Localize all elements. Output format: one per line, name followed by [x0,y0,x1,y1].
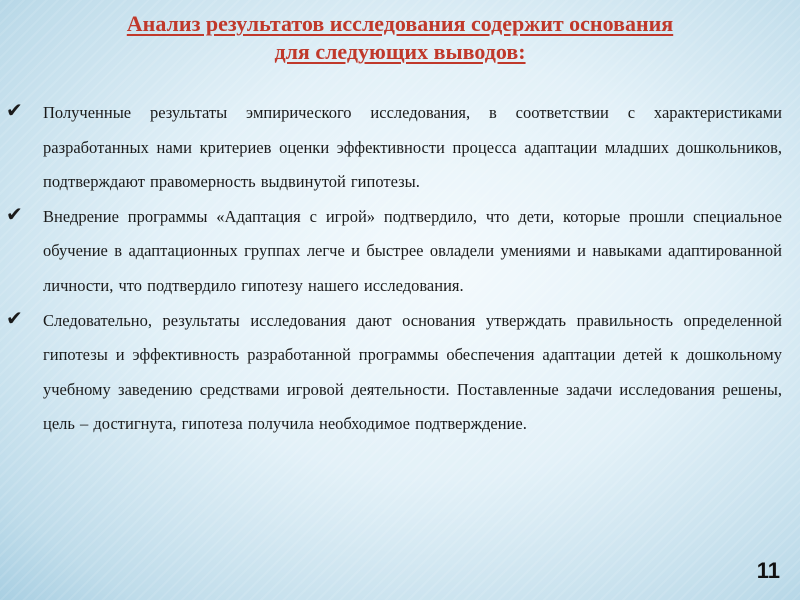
bullet-text: Полученные результаты эмпирического исследования, в соответствии с характеристиками разработанных нами критериев оценки эффективности процесса адаптации младших дошкольников, подтверждают правомерность выдвинутой гипотезы. [43,103,782,192]
bullet-list [0,96,800,442]
bullet-item [0,304,800,442]
slide-title-line-1: Анализ результатов исследования содержит основания [126,11,674,36]
checkmark-icon: ✔ [6,201,23,226]
bullet-item [0,96,800,200]
bullet-text: Внедрение программы «Адаптация с игрой» подтвердило, что дети, которые прошли специальное обучение в адаптационных группах легче и быстрее овладели умениями и навыками адаптированной личности, что подтвердило гипотезу нашего исследования. [43,206,782,295]
page-number: 11 [756,558,780,583]
bullet-text: Следовательно, результаты исследования дают основания утверждать правильность определенной гипотезы и эффективность разработанной программы обеспечения адаптации детей к дошкольному учебному заведению средствами игровой деятельности. Поставленные задачи исследования решены, цель – достигнута, гипотеза получила необходимое подтверждение. [43,310,782,434]
slide-title [40,10,760,66]
slide-title-line-2: для следующих выводов: [274,39,526,64]
bullet-item [0,200,800,304]
checkmark-icon: ✔ [6,98,23,122]
checkmark-icon: ✔ [6,305,23,330]
